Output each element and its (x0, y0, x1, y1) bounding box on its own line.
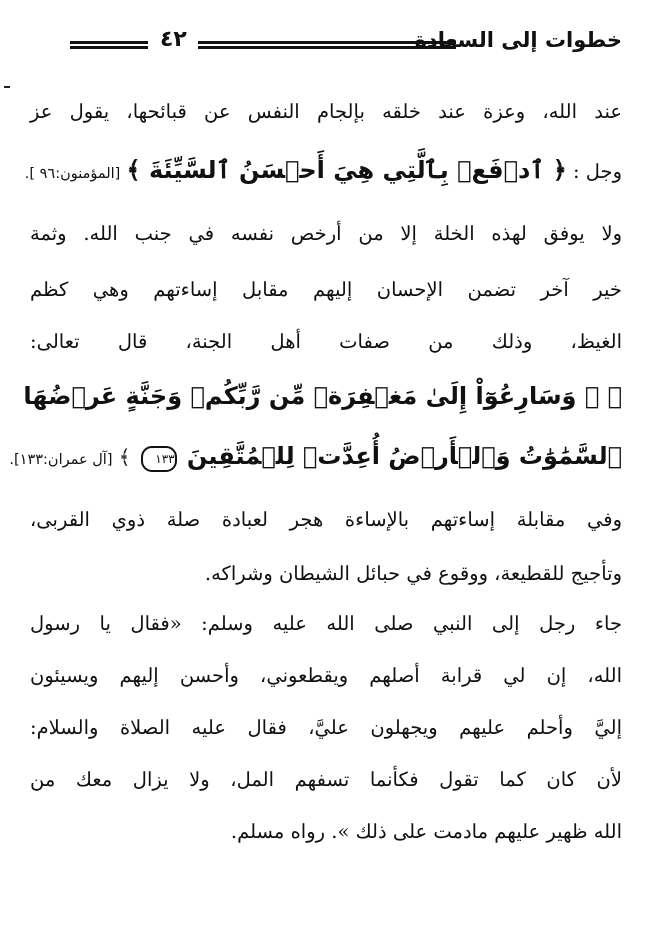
page-number: ٤٢ (160, 27, 187, 52)
header-rule-left (70, 41, 148, 49)
text-line: الغيظ، وذلك من صفات أهل الجنة، قال تعالى: (30, 330, 622, 353)
quran-verse: ٱلسَّمَٰوَٰتُ وَٱلۡأَرۡضُ أُعِدَّتۡ لِلۡمُتَّقِينَ (186, 442, 622, 470)
quran-verse-line (9, 434, 622, 480)
ayah-number-badge: ١٣٣ (141, 446, 177, 472)
text-line: عند الله، وعزة عند خلقه بإلجام النفس عن قبائحها، يقول عز (30, 100, 622, 123)
text-line: إليَّ وأحلم عليهم ويجهلون عليَّ، فقال عليه الصلاة والسلام: (30, 716, 622, 739)
text-line: الله، إن لي قرابة أصلهم ويقطعوني، وأحسن إليهم ويسيئون (30, 664, 622, 687)
page-header (70, 24, 622, 64)
text-line: الله ظهير عليهم مادمت على ذلك ». رواه مسلم. (230, 820, 622, 843)
text-line: وفي مقابلة إساءتهم بالإساءة هجر لعبادة صلة ذوي القربى، (30, 508, 622, 531)
text-line: وتأجيج للقطيعة، ووقوع في حبائل الشيطان وشراكه. (204, 562, 622, 585)
margin-mark (4, 86, 10, 88)
quran-verse: ﴿ ٱدۡفَعۡ بِٱلَّتِي هِيَ أَحۡسَنُ ٱلسَّيِّئَةَ ﴾ (126, 156, 567, 184)
running-title: خطوات إلى السعادة (414, 28, 622, 52)
quran-verse-line: ﴿ ۞ وَسَارِعُوٓاْ إِلَىٰ مَغۡفِرَةٖ مِّن رَّبِّكُمۡ وَجَنَّةٍ عَرۡضُهَا (23, 382, 622, 410)
text-line: لأن كان كما تقول فكأنما تسفهم المل، ولا يزال معك من (30, 768, 622, 791)
closing-brace: ﴾ (118, 445, 131, 469)
verse-reference: [المؤمنون:٩٦ ]. (24, 166, 121, 182)
text-line: جاء رجل إلى النبي صلى الله عليه وسلم: «فقال يا رسول (30, 612, 622, 635)
text-segment: وجل : (572, 160, 622, 183)
verse-reference: [آل عمران:١٣٣]. (9, 452, 113, 468)
header-rule-right (198, 41, 456, 49)
text-line: خير آخر تضمن الإحسان إليهم مقابل إساءتهم وهي كظم (30, 278, 622, 301)
text-line: ولا يوفق لهذه الخلة إلا من أرخص نفسه في جنب الله. وثمة (30, 222, 622, 245)
text-line (24, 148, 622, 194)
